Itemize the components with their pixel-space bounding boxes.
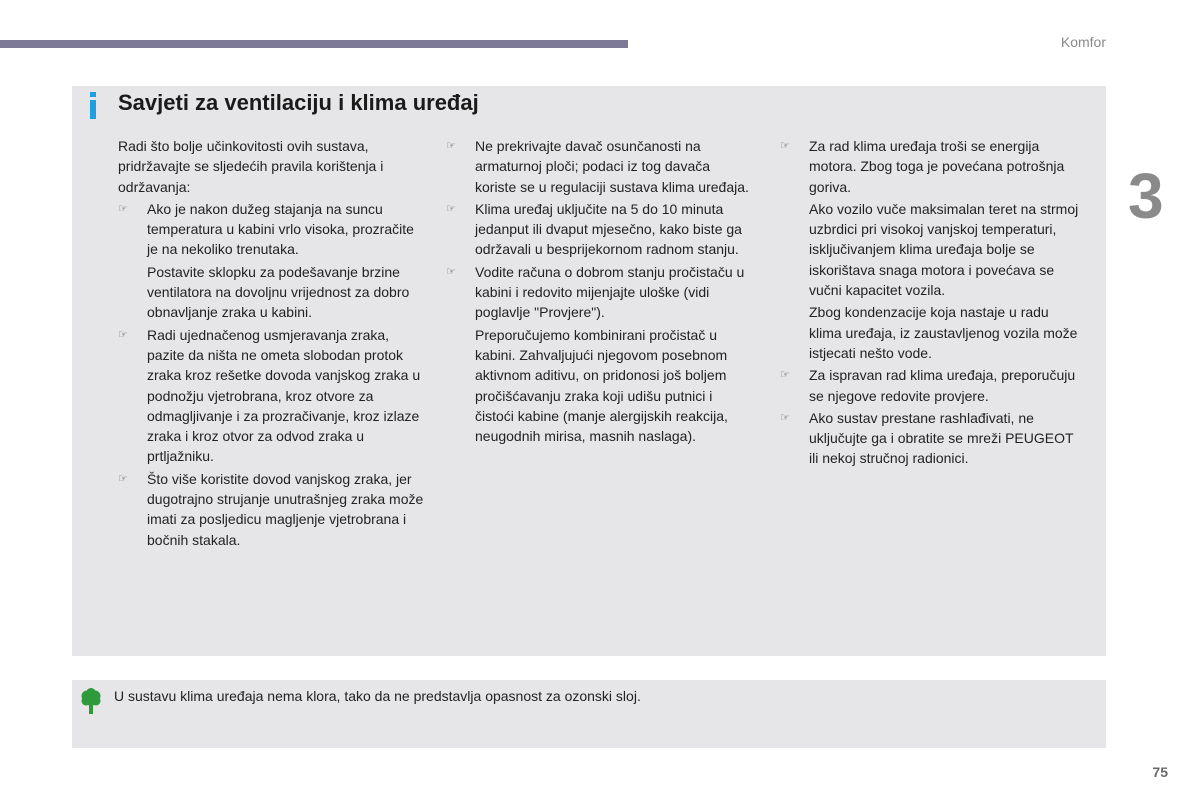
list-item: ☞ Ako je nakon dužeg stajanja na suncu temperatura u kabini vrlo visoka, prozračite je na nekoliko trenutaka. xyxy=(118,200,414,258)
header-bar xyxy=(0,40,628,48)
eco-note-box xyxy=(72,680,1106,748)
pointing-hand-icon: ☞ xyxy=(118,202,128,215)
list-item-detail: Postavite sklopku za podešavanje brzine ventilatora na dovoljnu vrijednost za dobro obnavljanje zraka u kabini. xyxy=(147,263,410,321)
list-item: ☞ Vodite računa o dobrom stanju pročistaču u kabini i redovito mijenjajte uloške (vidi poglavlje "Provjere"). xyxy=(446,263,745,321)
info-icon xyxy=(88,92,98,120)
pointing-hand-icon: ☞ xyxy=(446,265,456,278)
info-box xyxy=(72,86,1106,656)
list-item: ☞ Za ispravan rad klima uređaja, preporučuju se njegove redovite provjere. xyxy=(780,367,1076,404)
intro-text: Radi što bolje učinkovitosti ovih sustava, pridržavajte se sljedećih pravila korištenja i održavanja: xyxy=(118,138,384,195)
list-item: ☞ Ne prekrivajte davač osunčanosti na armaturnoj ploči; podaci iz tog davača koriste se u regulaciji sustava klima uređaja. xyxy=(446,138,749,195)
pointing-hand-icon: ☞ xyxy=(780,369,790,382)
list-item: ☞ Ako sustav prestane rashlađivati, ne uključujte ga i obratite se mreži PEUGEOT ili nekoj stručnoj radionici. xyxy=(780,409,1074,467)
eco-note-text: U sustavu klima uređaja nema klora, tako da ne predstavlja opasnost za ozonski sloj. xyxy=(114,688,641,704)
list-item-detail: Preporučujemo kombinirani pročistač u kabini. Zahvaljujući njegovom posebnom aktivnom aditivu, on pridonosi još boljem pročišćavanju zraka koji udišu putnici i čistoći kabine (manje alergijskih reakcija, neugodnih mirisa, masnih naslaga). xyxy=(475,326,728,445)
pointing-hand-icon: ☞ xyxy=(118,472,128,485)
chapter-number: 3 xyxy=(1128,160,1164,232)
pointing-hand-icon: ☞ xyxy=(446,140,456,152)
column-2 xyxy=(446,136,752,448)
list-item-detail: Zbog kondenzacije koja nastaje u radu klima uređaja, iz zaustavljenog vozila može istjecati nešto vode. xyxy=(809,304,1078,361)
list-item-detail: Ako vozilo vuče maksimalan teret na strmoj uzbrdici pri visokoj vanjskoj temperaturi, isključivanjem klima uređaja bolje se iskorištava snaga motora i povećava se vučni kapacitet vozila. xyxy=(809,200,1079,299)
section-name: Komfor xyxy=(1060,34,1106,50)
tree-icon xyxy=(80,688,102,714)
info-box-title: Savjeti za ventilaciju i klima uređaj xyxy=(118,90,479,115)
page-number: 75 xyxy=(1152,764,1168,780)
list-item: ☞ Klima uređaj uključite na 5 do 10 minuta jedanput ili dvaput mjesečno, kako biste ga održavali u besprijekornom radnom stanju. xyxy=(446,200,742,258)
pointing-hand-icon: ☞ xyxy=(780,411,790,424)
list-item: ☞ Radi ujednačenog usmjeravanja zraka, pazite da ništa ne ometa slobodan protok zraka kroz rešetke dovoda vanjskog zraka u podnožju vjetrobrana, kroz otvore za odmagljivanje i za prozračivanje, kroz izlaze zraka i kroz otvor za odvod zraka u prtljažniku. xyxy=(118,326,421,465)
column-3 xyxy=(780,136,1080,471)
pointing-hand-icon: ☞ xyxy=(780,140,790,152)
list-item: ☞ Što više koristite dovod vanjskog zraka, jer dugotrajno strujanje unutrašnjeg zraka može imati za posljedicu magljenje vjetrobrana i bočnih stakala. xyxy=(118,470,424,548)
column-1 xyxy=(118,136,424,552)
pointing-hand-icon: ☞ xyxy=(446,202,456,215)
pointing-hand-icon: ☞ xyxy=(118,328,128,341)
list-item: ☞ Za rad klima uređaja troši se energija motora. Zbog toga je povećana potrošnja goriva. xyxy=(780,138,1065,195)
